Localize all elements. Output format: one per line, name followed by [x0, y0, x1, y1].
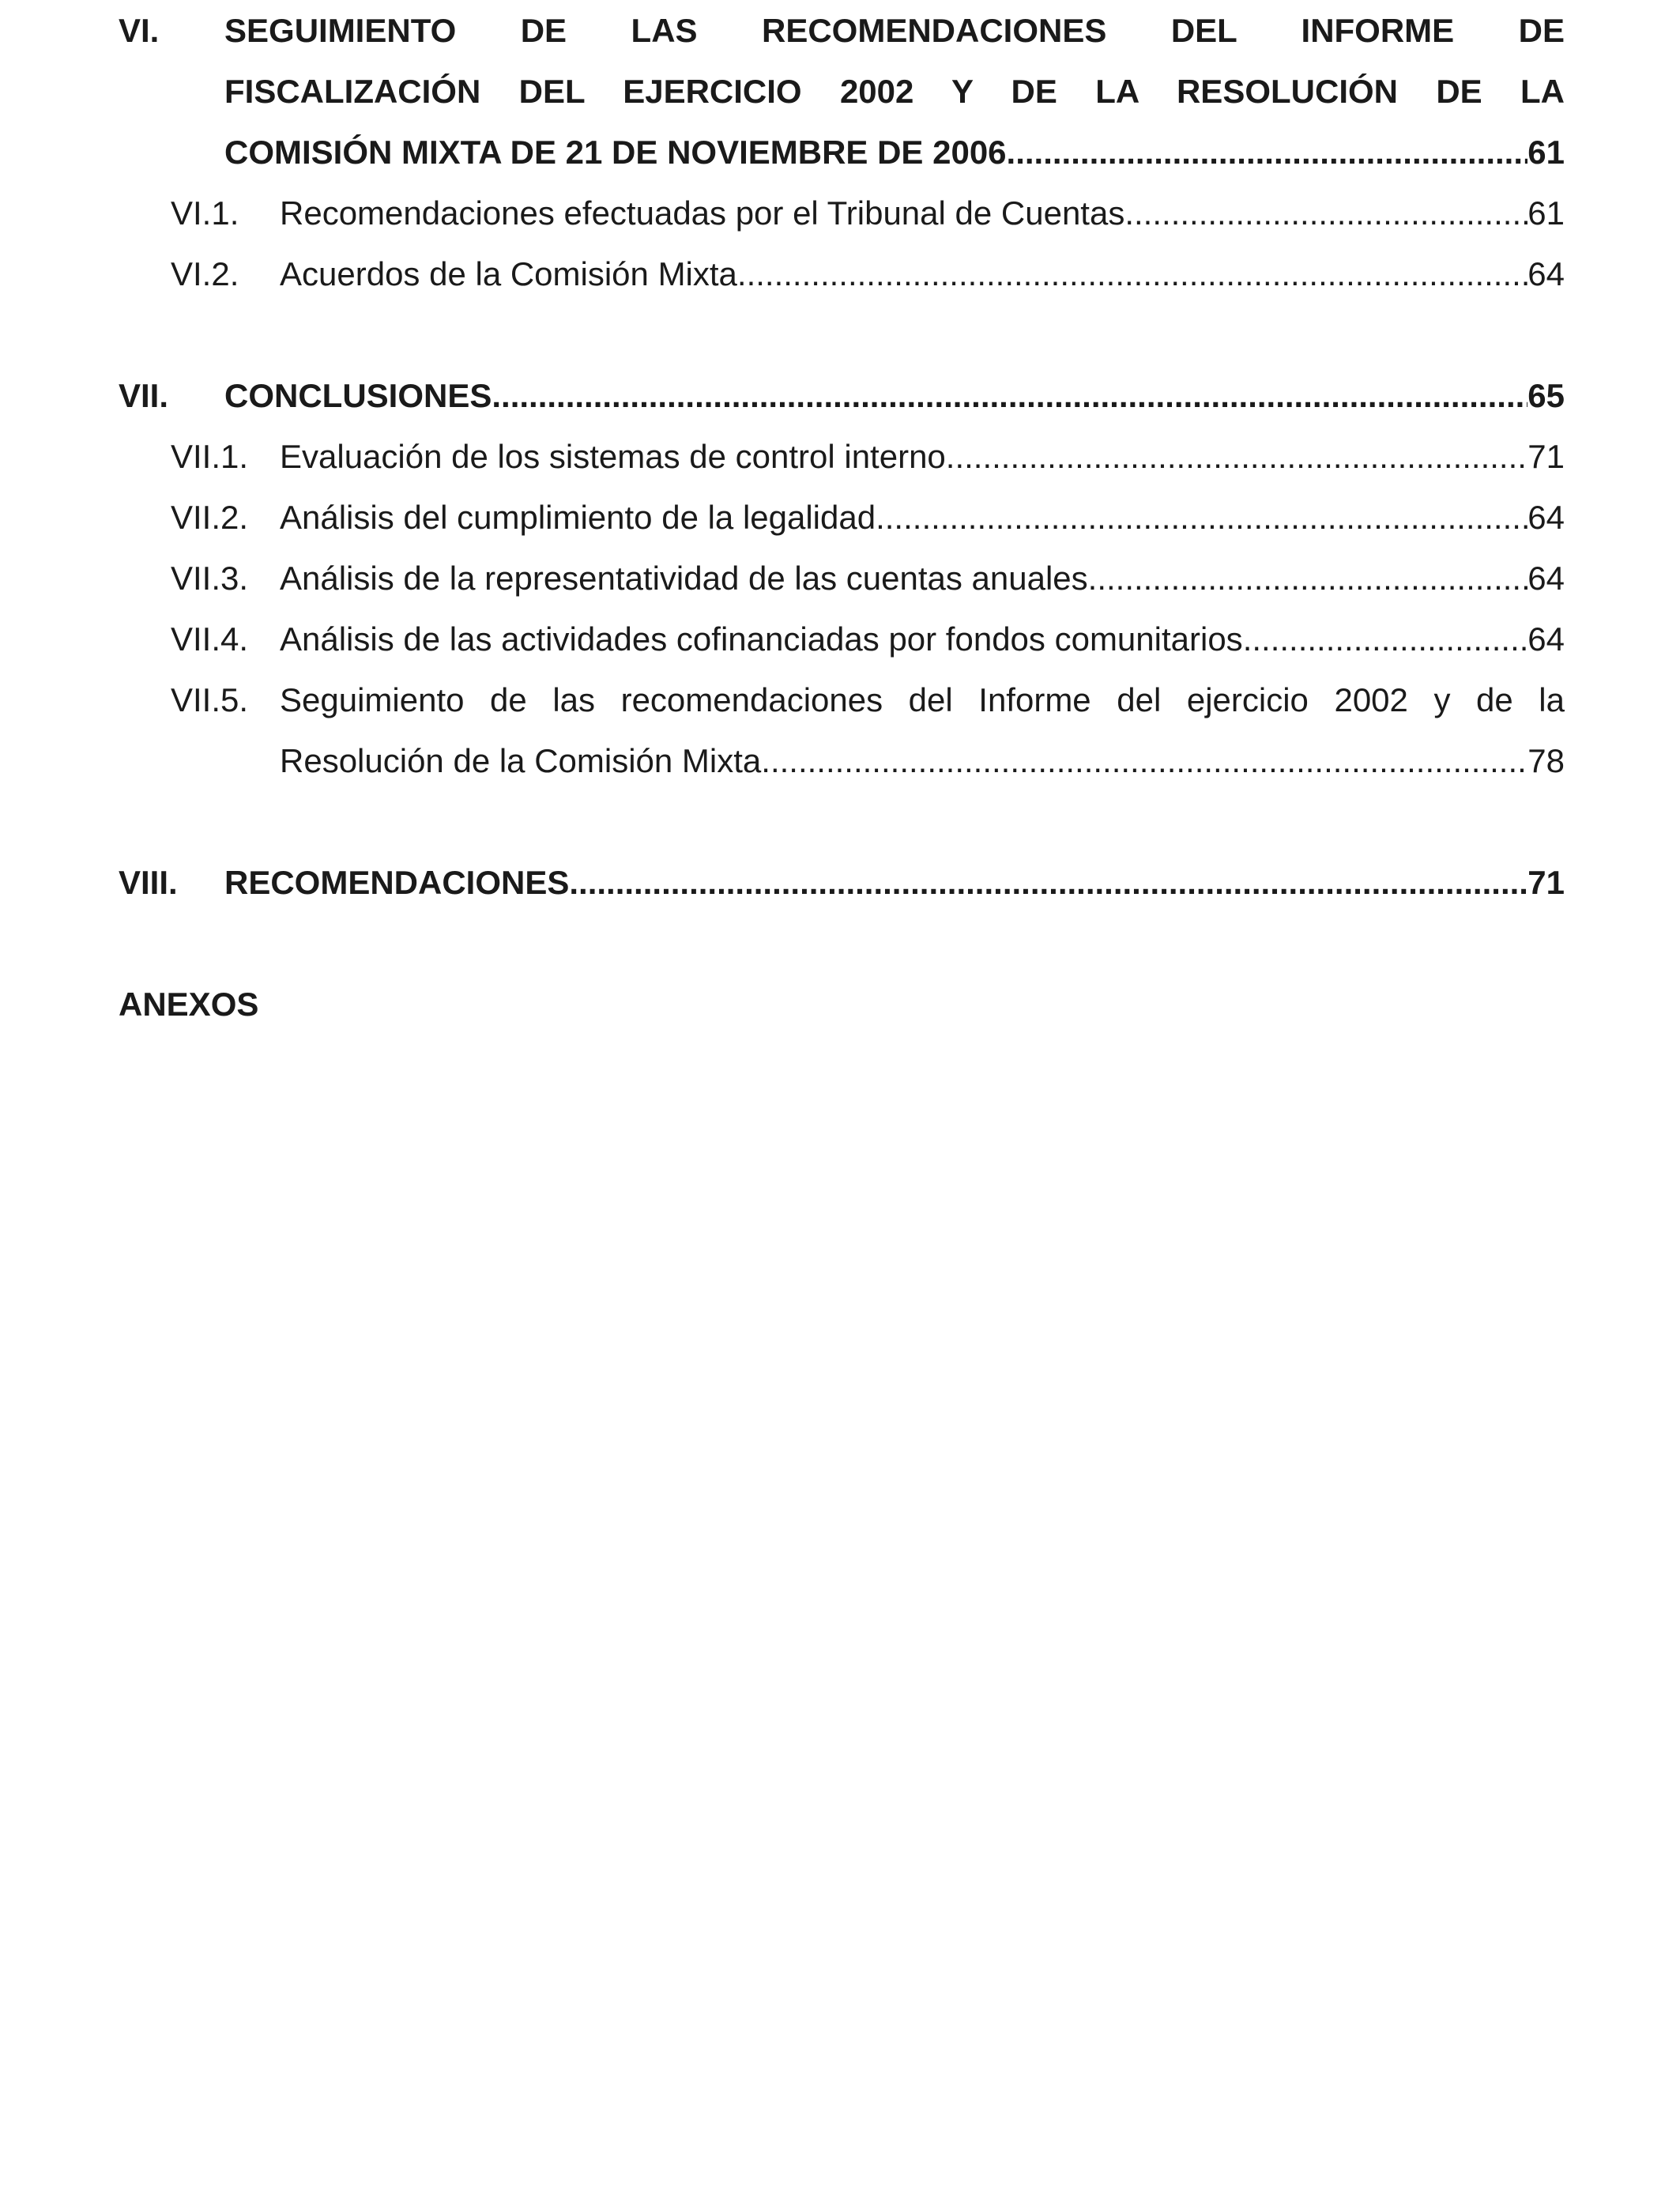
- dot-leader: [946, 426, 1527, 487]
- toc-number: VII.3.: [171, 560, 249, 597]
- toc-entry-text-line: Resolución de la Comisión Mixta: [280, 742, 762, 779]
- toc-entry-text: Análisis de las actividades cofinanciadas por fondos comunitarios: [280, 620, 1243, 658]
- toc-page-number: 71: [1527, 438, 1565, 475]
- toc-page-number: 61: [1527, 194, 1565, 232]
- dot-leader: [1124, 183, 1527, 243]
- toc-page-number: 71: [1527, 864, 1565, 901]
- toc-title: CONCLUSIONES: [224, 377, 492, 414]
- toc-entry-text: Acuerdos de la Comisión Mixta: [280, 255, 737, 292]
- toc-number: VII.: [119, 377, 169, 414]
- toc-entry-text-line: Seguimiento de las recomendaciones del Informe del ejercicio 2002 y de la: [280, 681, 1565, 718]
- toc-page-number: 65: [1527, 377, 1565, 414]
- toc-entry-anexos[interactable]: ANEXOS: [119, 986, 259, 1023]
- toc-page-number: 64: [1527, 499, 1565, 536]
- toc-entry-text: Análisis del cumplimiento de la legalidad: [280, 499, 876, 536]
- dot-leader: [1007, 122, 1528, 183]
- toc-entry-vi-1[interactable]: [119, 183, 1565, 243]
- toc-number: VIII.: [119, 864, 178, 901]
- dot-leader: [569, 852, 1527, 913]
- toc-title-line: COMISIÓN MIXTA DE 21 DE NOVIEMBRE DE 2006: [224, 134, 1007, 171]
- toc-entry-vii-4[interactable]: [119, 609, 1565, 669]
- toc-entry-vii[interactable]: [119, 365, 1565, 426]
- toc-page-number: 64: [1527, 560, 1565, 597]
- toc-entry-vii-3[interactable]: [119, 548, 1565, 609]
- dot-leader: [876, 487, 1527, 548]
- toc-number: VII.2.: [171, 499, 249, 536]
- dot-leader: [1243, 609, 1528, 669]
- toc-entry-viii[interactable]: [119, 852, 1565, 913]
- toc-number: VI.2.: [171, 255, 239, 292]
- toc-title-line: FISCALIZACIÓN DEL EJERCICIO 2002 Y DE LA RESOLUCIÓN DE LA: [224, 73, 1565, 110]
- toc-entry-text: Recomendaciones efectuadas por el Tribunal de Cuentas: [280, 194, 1125, 232]
- toc-entry-vi[interactable]: [119, 0, 1565, 183]
- toc-entry-vi-2[interactable]: [119, 243, 1565, 304]
- toc-page-number: 61: [1527, 134, 1565, 171]
- toc-entry-vii-1[interactable]: [119, 426, 1565, 487]
- toc-entry-text: Evaluación de los sistemas de control interno: [280, 438, 946, 475]
- toc-entry-text: Análisis de la representatividad de las cuentas anuales: [280, 560, 1088, 597]
- toc-number: VI.1.: [171, 194, 239, 232]
- dot-leader: [761, 730, 1527, 791]
- toc-number: VII.4.: [171, 620, 249, 658]
- toc-title: RECOMENDACIONES: [224, 864, 570, 901]
- toc-number: VII.1.: [171, 438, 249, 475]
- toc-entry-vii-2[interactable]: [119, 487, 1565, 548]
- toc-number: VII.5.: [171, 681, 249, 718]
- dot-leader: [737, 243, 1527, 304]
- toc-page-number: 78: [1527, 742, 1565, 779]
- toc-number: VI.: [119, 12, 160, 49]
- toc-entry-vii-5[interactable]: [119, 669, 1565, 791]
- table-of-contents: [119, 0, 1565, 1035]
- toc-title-line: SEGUIMIENTO DE LAS RECOMENDACIONES DEL INFORME DE: [224, 12, 1565, 49]
- dot-leader: [1088, 548, 1528, 609]
- dot-leader: [492, 365, 1527, 426]
- toc-page-number: 64: [1527, 620, 1565, 658]
- toc-page-number: 64: [1527, 255, 1565, 292]
